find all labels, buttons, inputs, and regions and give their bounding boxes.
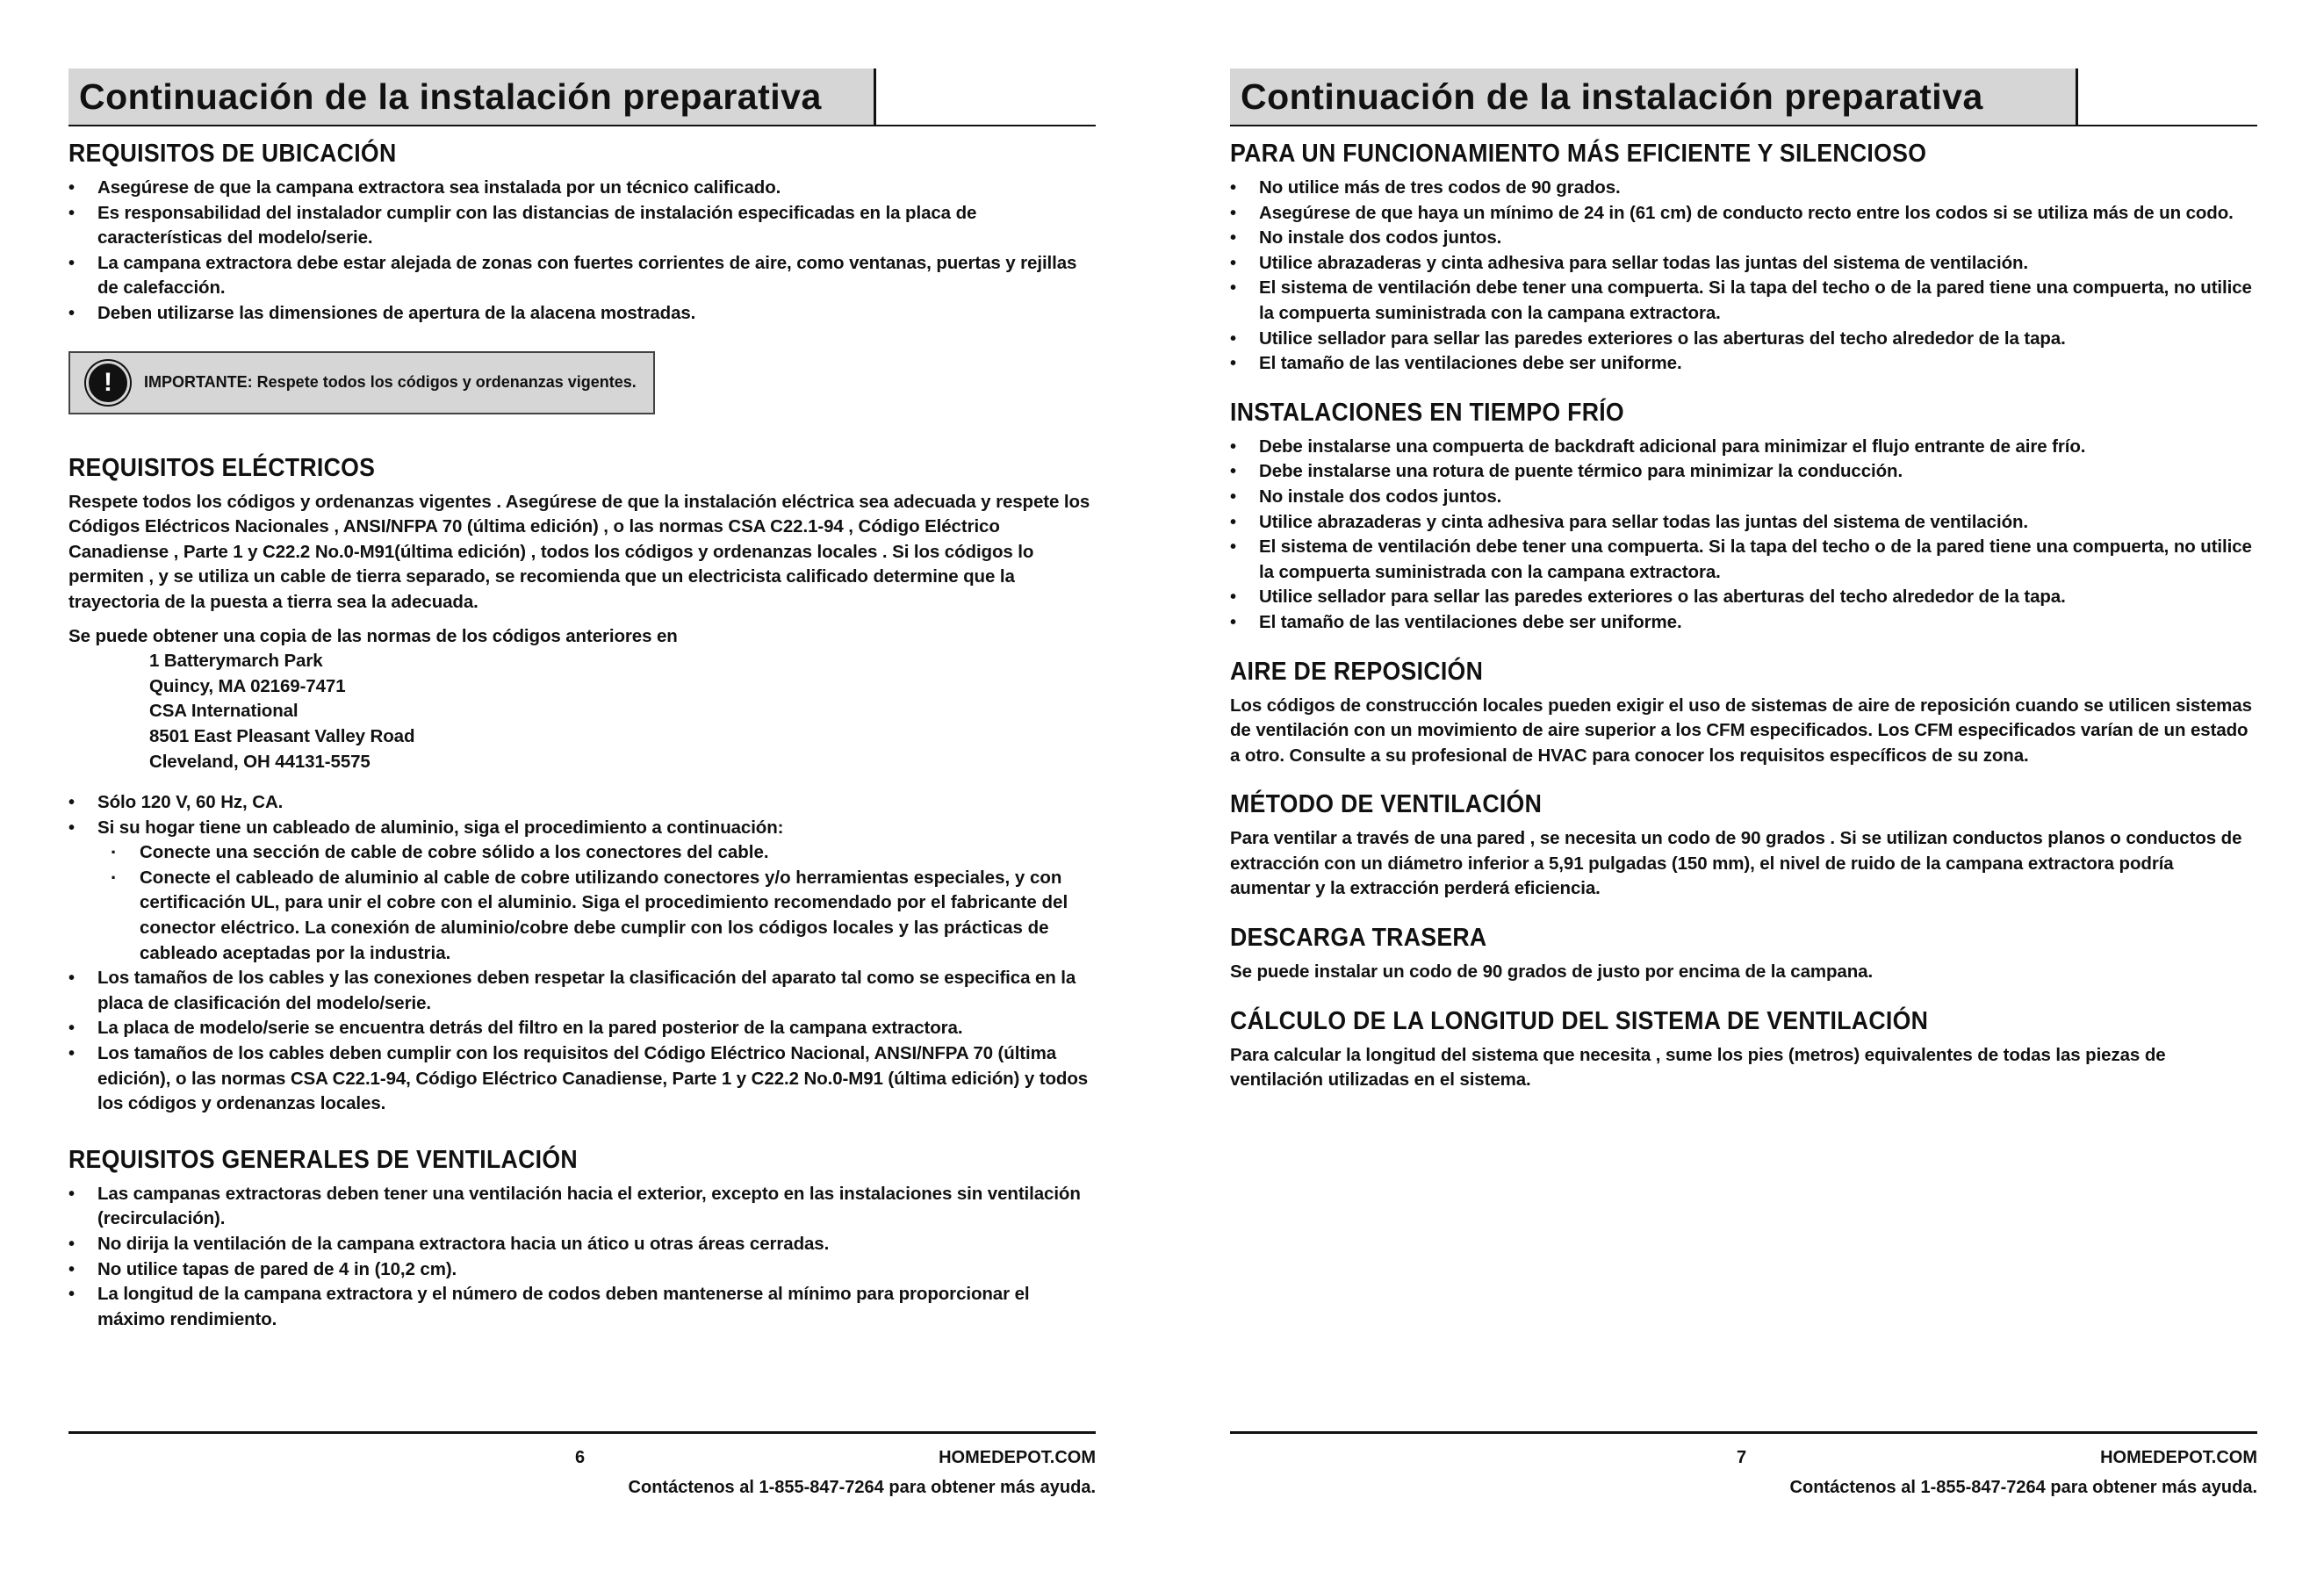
page-header-bar (1230, 68, 2257, 126)
address-line: Quincy, MA 02169-7471 (149, 675, 346, 696)
list-item: • El sistema de ventilación debe tener una compuerta. Si la tapa del techo o de la pared tiene una compuerta, no utilice la compuerta suministrada con la campana extractora. (1230, 276, 2257, 326)
footer-site: HOMEDEPOT.COM (939, 1448, 1096, 1467)
right-column (1230, 68, 2257, 1093)
page-header-box (1230, 68, 2078, 125)
electrical-list-continued (68, 966, 1096, 1117)
electrical-paragraph: Respete todos los códigos y ordenanzas vigentes . Asegúrese de que la instalación eléctrica sea adecuada y respete los Códigos Eléctricos Nacionales , ANSI/NFPA 70 (última edición) , o las normas CSA C22.1-94 , Código Eléctrico Canadiense , Parte 1 y C22.2 No.0-M91(última edición) , todos los códigos y ordenanzas locales . Si los códigos lo permiten , y se utiliza un cable de tierra separado, se recomienda que un electricista calificado determine que la trayectoria de la puesta a tierra sea la adecuada. (68, 491, 1090, 612)
vent-method-text: Para ventilar a través de una pared , se necesita un codo de 90 grados . Si se utilizan conductos planos o conductos de extracción con un diámetro inferior a 5,91 pulgadas (150 mm), el nivel de ruido de la campana extractora podría aumentar y la extracción perderá eficiencia. (1230, 828, 2242, 899)
cold-list (1230, 435, 2257, 636)
page-title: Continuación de la instalación preparativa (1241, 76, 1983, 117)
exclamation-icon: ! (86, 361, 130, 405)
page-header-box (68, 68, 876, 125)
length-calc-text: Para calcular la longitud del sistema que necesita , sume los pies (metros) equivalentes de todas las piezas de ventilación utilizadas en el sistema. (1230, 1044, 2166, 1091)
list-item: • Debe instalarse una compuerta de backdraft adicional para minimizar el flujo entrante de aire frío. (1230, 435, 2257, 460)
copy-intro: Se puede obtener una copia de las normas de los códigos anteriores en (68, 625, 678, 646)
footer-contact: Contáctenos al 1-855-847-7264 para obtener más ayuda. (1789, 1478, 2257, 1497)
list-item: • No instale dos codos juntos. (1230, 226, 2257, 251)
page-footer (68, 1431, 1096, 1497)
list-item: • Si su hogar tiene un cableado de aluminio, siga el procedimiento a continuación: (68, 816, 1096, 841)
list-item: • La campana extractora debe estar alejada de zonas con fuertes corrientes de aire, como ventanas, puertas y rejillas de calefacción. (68, 251, 1096, 301)
location-list (68, 176, 1096, 327)
address-line: CSA International (149, 701, 299, 722)
important-notice (68, 351, 655, 414)
list-item: • Los tamaños de los cables y las conexiones deben respetar la clasificación del aparato tal como se especifica en la placa de clasificación del modelo/serie. (68, 966, 1096, 1016)
list-item: • Es responsabilidad del instalador cumplir con las distancias de instalación especificadas en la placa de características del modelo/serie. (68, 201, 1096, 251)
makeup-air-text: Los códigos de construcción locales pueden exigir el uso de sistemas de aire de reposición cuando se utilicen sistemas de ventilación con un movimiento de aire superior a los CFM especificados. Los CFM especificados varían de un estado a otro. Consulte a su profesional de HVAC para conocer los requisitos específicos de su zona. (1230, 695, 2252, 766)
page-header-bar (68, 68, 1096, 126)
list-item: • Utilice abrazaderas y cinta adhesiva para sellar todas las juntas del sistema de ventilación. (1230, 251, 2257, 277)
list-item: • Sólo 120 V, 60 Hz, CA. (68, 790, 1096, 816)
list-item: • El tamaño de las ventilaciones debe ser uniforme. (1230, 610, 2257, 636)
section-heading-efficient: PARA UN FUNCIONAMIENTO MÁS EFICIENTE Y SILENCIOSO (1230, 140, 1927, 168)
list-item: • Utilice abrazaderas y cinta adhesiva para sellar todas las juntas del sistema de ventilación. (1230, 510, 2257, 536)
section-heading-location: REQUISITOS DE UBICACIÓN (68, 140, 397, 168)
list-item: • Las campanas extractoras deben tener una ventilación hacia el exterior, excepto en las instalaciones sin ventilación (recirculación). (68, 1182, 1096, 1232)
address-line: 1 Batterymarch Park (149, 651, 323, 672)
list-item: • Utilice sellador para sellar las paredes exteriores o las aberturas del techo alrededor de la tapa. (1230, 327, 2257, 352)
page-footer (1230, 1431, 2257, 1497)
important-message: : Respete todos los códigos y ordenanzas vigentes. (247, 373, 637, 392)
electrical-list (68, 790, 1096, 840)
page-title: Continuación de la instalación preparativa (79, 76, 822, 117)
list-item: • No utilice tapas de pared de 4 in (10,2 cm). (68, 1257, 1096, 1283)
section-heading-vent-method: MÉTODO DE VENTILACIÓN (1230, 790, 1543, 819)
list-item: • Asegúrese de que la campana extractora sea instalada por un técnico calificado. (68, 176, 1096, 201)
section-heading-length-calc: CÁLCULO DE LA LONGITUD DEL SISTEMA DE VENTILACIÓN (1230, 1006, 1929, 1035)
list-item: • No instale dos codos juntos. (1230, 485, 2257, 510)
list-item: • Utilice sellador para sellar las paredes exteriores o las aberturas del techo alrededor de la tapa. (1230, 585, 2257, 610)
list-item: • El tamaño de las ventilaciones debe ser uniforme. (1230, 351, 2257, 377)
address-block (68, 649, 1096, 774)
list-item: • Asegúrese de que haya un mínimo de 24 in (61 cm) de conducto recto entre los codos si se utiliza más de un codo. (1230, 201, 2257, 227)
list-item: • Deben utilizarse las dimensiones de apertura de la alacena mostradas. (68, 301, 1096, 327)
page-number: 6 (575, 1448, 586, 1467)
footer-site: HOMEDEPOT.COM (2100, 1448, 2257, 1467)
rear-discharge-text: Se puede instalar un codo de 90 grados de justo por encima de la campana. (1230, 961, 1874, 983)
section-heading-rear-discharge: DESCARGA TRASERA (1230, 924, 1487, 953)
section-heading-electrical: REQUISITOS ELÉCTRICOS (68, 453, 376, 482)
sub-list-item: · Conecte una sección de cable de cobre sólido a los conectores del cable. (97, 840, 1096, 866)
list-item: • La placa de modelo/serie se encuentra detrás del filtro en la pared posterior de la campana extractora. (68, 1016, 1096, 1041)
list-item: • El sistema de ventilación debe tener una compuerta. Si la tapa del techo o de la pared tiene una compuerta, no utilice la compuerta suministrada con la campana extractora. (1230, 535, 2257, 585)
list-item: • Debe instalarse una rotura de puente térmico para minimizar la conducción. (1230, 459, 2257, 485)
page-right (1162, 0, 2323, 1577)
list-item: • Los tamaños de los cables deben cumplir con los requisitos del Código Eléctrico Nacional, ANSI/NFPA 70 (última edición), o las normas CSA C22.1-94, Código Eléctrico Canadiense, Parte 1 y C22.2 No.0-M91 (última edición) y todos los códigos y ordenanzas locales. (68, 1041, 1096, 1117)
section-heading-cold: INSTALACIONES EN TIEMPO FRÍO (1230, 398, 1624, 427)
left-column (68, 68, 1096, 1332)
venting-list (68, 1182, 1096, 1333)
list-item: • No dirija la ventilación de la campana extractora hacia un ático u otras áreas cerradas. (68, 1232, 1096, 1257)
footer-contact: Contáctenos al 1-855-847-7264 para obtener más ayuda. (628, 1478, 1096, 1497)
list-item: • No utilice más de tres codos de 90 grados. (1230, 176, 2257, 201)
address-line: Cleveland, OH 44131-5575 (149, 751, 371, 772)
address-line: 8501 East Pleasant Valley Road (149, 725, 415, 746)
page-number: 7 (1737, 1448, 1747, 1467)
sub-list-item: · Conecte el cableado de aluminio al cable de cobre utilizando conectores y/o herramientas especiales, y con certificación UL, para unir el cobre con el aluminio. Siga el procedimiento recomendado por el fabricante del conector eléctrico. La conexión de aluminio/cobre debe cumplir con los códigos locales y las prácticas de cableado aceptadas por la industria. (97, 866, 1096, 966)
section-heading-venting: REQUISITOS GENERALES DE VENTILACIÓN (68, 1145, 578, 1174)
important-text (144, 373, 637, 392)
aluminum-sublist (68, 840, 1096, 966)
important-label: IMPORTANTE (144, 373, 248, 392)
section-heading-makeup-air: AIRE DE REPOSICIÓN (1230, 657, 1484, 686)
list-item: • La longitud de la campana extractora y el número de codos deben mantenerse al mínimo para proporcionar el máximo rendimiento. (68, 1282, 1096, 1332)
efficient-list (1230, 176, 2257, 377)
